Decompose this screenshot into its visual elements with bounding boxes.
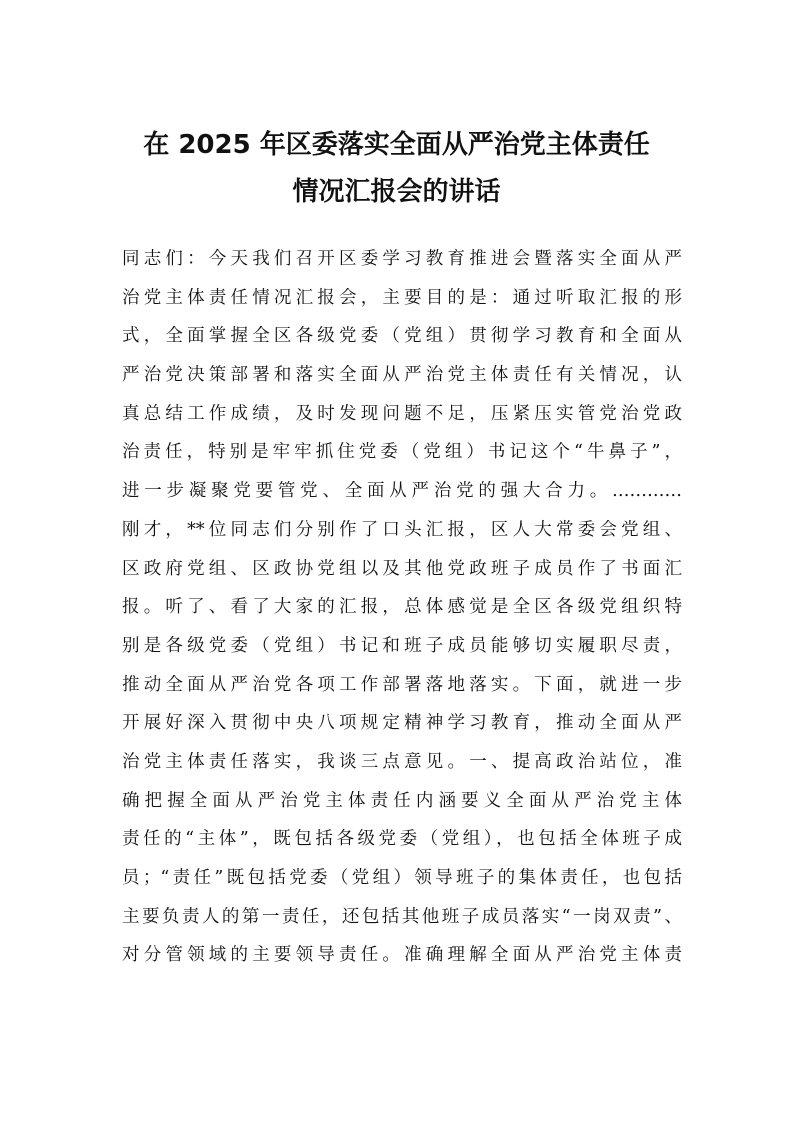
body-line: 责任的“主体”，既包括各级党委（党组），也包括全体班子成 [122, 829, 682, 850]
body-line: 治责任，特别是牢牢抓住党委（党组）书记这个“牛鼻子”， [122, 442, 682, 463]
body-line: 刚才，**位同志们分别作了口头汇报，区人大常委会党组、 [122, 519, 682, 540]
body-line: 真总结工作成绩，及时发现问题不足，压紧压实管党治党政 [122, 403, 682, 424]
document-body [122, 240, 682, 975]
document-title-line-2: 情况汇报会的讲话 [292, 177, 501, 207]
body-line: 式，全面掌握全区各级党委（党组）贯彻学习教育和全面从 [122, 326, 682, 347]
body-line: 确把握全面从严治党主体责任内涵要义全面从严治党主体 [122, 790, 682, 811]
body-line: 治党主体责任情况汇报会，主要目的是：通过听取汇报的形 [122, 287, 682, 308]
body-line: 进一步凝聚党要管党、全面从严治党的强大合力。………… [122, 481, 682, 502]
body-line: 报。听了、看了大家的汇报，总体感觉是全区各级党组织特 [122, 597, 682, 618]
body-line: 同志们：今天我们召开区委学习教育推进会暨落实全面从严 [122, 249, 682, 269]
body-line: 员；“责任”既包括党委（党组）领导班子的集体责任，也包括 [122, 868, 682, 888]
body-line: 对分管领域的主要领导责任。准确理解全面从严治党主体责 [122, 945, 682, 966]
body-line: 别是各级党委（党组）书记和班子成员能够切实履职尽责， [122, 635, 682, 656]
body-line: 区政府党组、区政协党组以及其他党政班子成员作了书面汇 [122, 558, 682, 579]
body-line: 开展好深入贯彻中央八项规定精神学习教育，推动全面从严 [122, 713, 682, 734]
body-line: 治党主体责任落实，我谈三点意见。一、提高政治站位，准 [122, 751, 682, 772]
document-title-line-1: 在 2025 年区委落实全面从严治党主体责任 [143, 130, 650, 160]
body-line: 推动全面从严治党各项工作部署落地落实。下面，就进一步 [122, 674, 682, 695]
body-line: 严治党决策部署和落实全面从严治党主体责任有关情况，认 [122, 365, 682, 386]
body-line: 主要负责人的第一责任，还包括其他班子成员落实“一岗双责”、 [122, 906, 682, 927]
